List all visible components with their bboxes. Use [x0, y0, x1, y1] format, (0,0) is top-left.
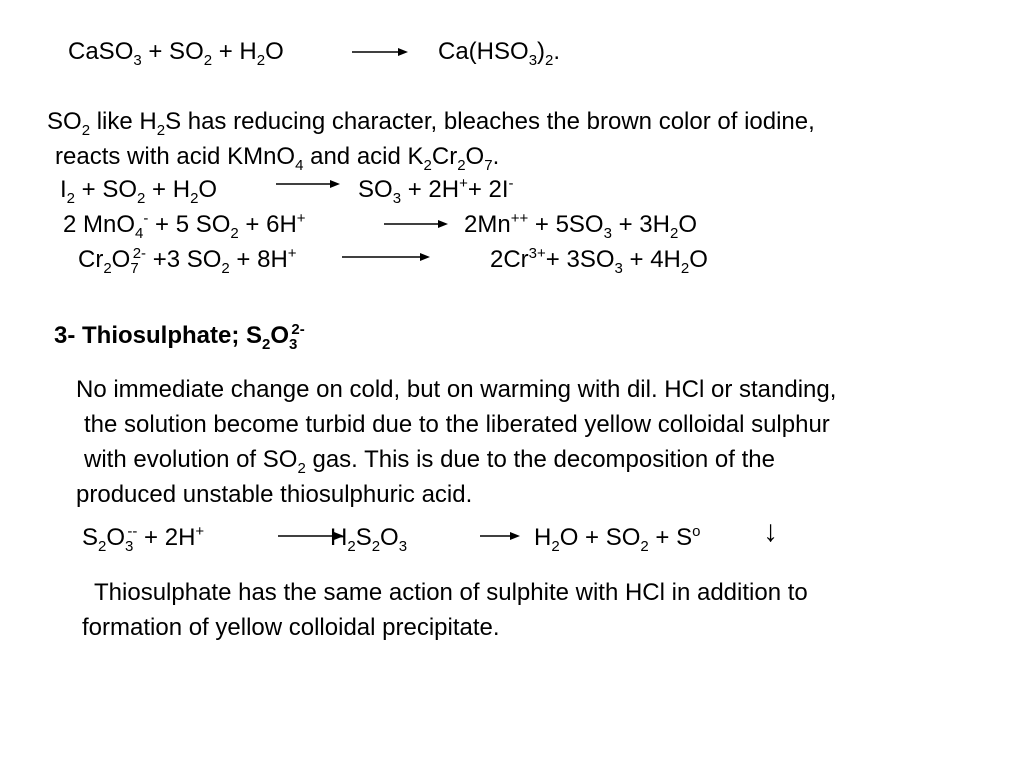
eq4-products: $2Cr^{3+}+ 3SO_3 + 4H_2O$	[490, 245, 708, 277]
eq5-products: $H_2O + SO_2 + S^o$	[534, 523, 701, 555]
eq4-reaction-arrow-icon	[342, 251, 430, 263]
eq3-reaction-arrow-icon	[384, 218, 448, 230]
eq5-reactants: $S_2O_3^{--} + 2H^+$	[82, 523, 205, 555]
para2-line4: produced unstable thiosulphuric acid.	[76, 481, 473, 508]
eq4-reactants: $Cr_2O_7^{2-} +3$ $SO_2 + 8H^+$	[78, 245, 297, 277]
eq2-products: $SO_3 + 2H^++ 2I^-$	[358, 175, 514, 207]
eq5-intermediate: $H_2S_2O_3$	[330, 524, 408, 555]
para3-line1: Thiosulphate has the same action of sulphite with HCl in addition to	[94, 579, 808, 606]
section-heading-thiosulphate: 3- Thiosulphate; $S_2O_3^{2-}$	[54, 321, 305, 353]
para3-line2: formation of yellow colloidal precipitate.	[82, 614, 500, 641]
eq3-products: $2Mn^{++} + 5SO_3 + 3H_2O$	[464, 210, 697, 242]
para2-line1: No immediate change on cold, but on warming with dil. HCl or standing,	[76, 376, 837, 403]
para2-line2: the solution become turbid due to the liberated yellow colloidal sulphur	[84, 411, 830, 438]
eq2-reactants: $I_2 + SO_2 + H_2O$	[60, 176, 218, 207]
eq1-reactants: CaSO$_3$ + $SO_2 + H_2O$	[68, 38, 284, 69]
para2-line3: with evolution of $SO_2$ gas. This is due to the decomposition of the	[84, 446, 775, 477]
eq5-reaction-arrow-2-icon	[480, 530, 520, 542]
para1-line2: reacts with acid KMnO$_4$ and acid $K_2Cr_2O_7$.	[55, 143, 500, 174]
para1-line1: $SO_2$ like $H_2S$ has reducing character, bleaches the brown color of iodine,	[47, 108, 815, 139]
precipitate-down-arrow-icon: ↓	[763, 515, 778, 548]
eq2-reaction-arrow-icon	[276, 178, 340, 190]
eq3-reactants: 2 MnO$_4$- + 5 $SO_2 + 6H^+$	[63, 210, 306, 242]
eq1-reaction-arrow-icon	[352, 46, 408, 58]
eq1-products: $Ca(HSO_3)_2$.	[438, 38, 561, 69]
